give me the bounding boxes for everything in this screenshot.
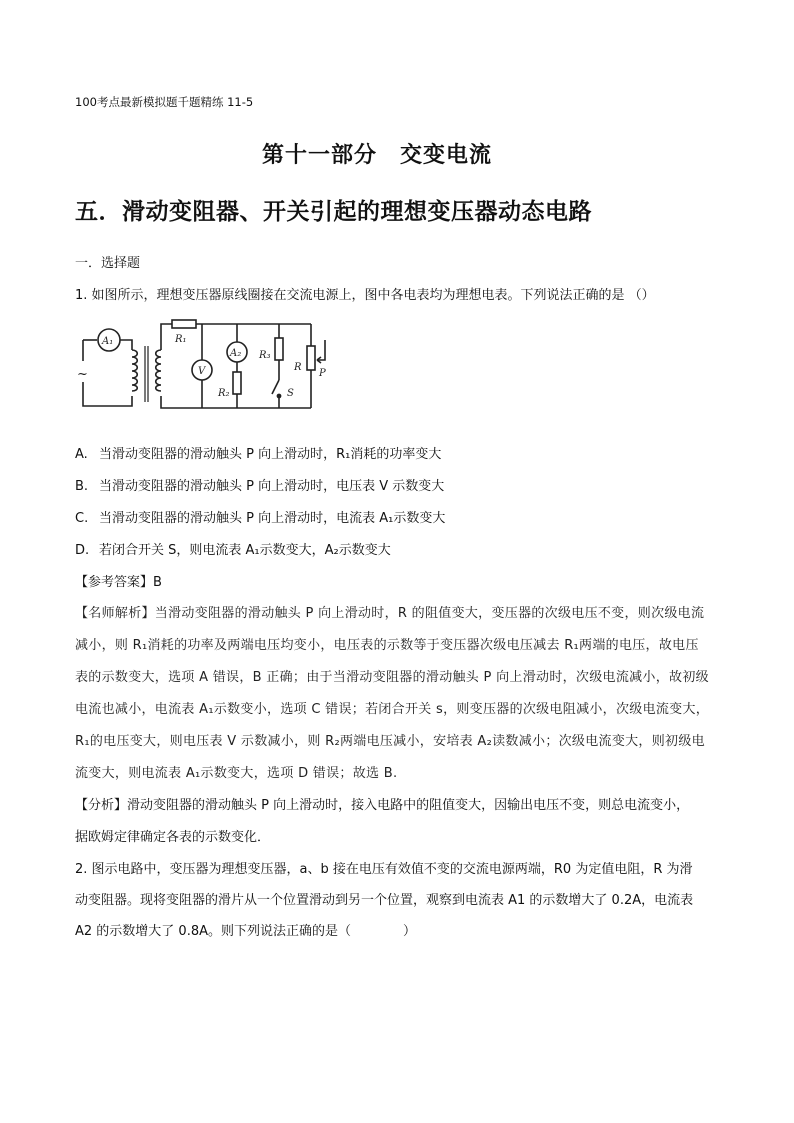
analysis-line: 【分析】滑动变阻器的滑动触头 P 向上滑动时，接入电路中的阻值变大，因输出电压不变，则总电流变小， — [75, 798, 690, 813]
option-text: 当滑动变阻器的滑动触头 P 向上滑动时，R₁消耗的功率变大 — [99, 447, 442, 462]
rheostat-r — [307, 346, 315, 370]
switch-s-label: S — [287, 388, 294, 399]
question-1-stem: 1. 如图所示，理想变压器原线圈接在交流电源上，图中各电表均为理想电表。下列说法正确的是 （） — [75, 288, 655, 303]
option-letter: D. — [75, 543, 90, 558]
circuit-diagram — [75, 316, 335, 421]
part-title: 第十一部分 交变电流 — [262, 142, 493, 168]
resistor-r2-label: R₂ — [218, 388, 230, 399]
question-2-line: 2. 图示电路中，变压器为理想变压器，a、b 接在电压有效值不变的交流电源两端，R0 为定值电阻，R 为滑 — [75, 862, 693, 877]
voltmeter-v-label: V — [198, 366, 206, 377]
primary-coil — [132, 350, 137, 391]
analysis-line: 据欧姆定律确定各表的示数变化． — [75, 830, 271, 845]
ac-source-symbol: ~ — [77, 367, 88, 382]
option-text: 当滑动变阻器的滑动触头 P 向上滑动时，电流表 A₁示数变大 — [99, 511, 446, 526]
resistor-r3 — [275, 338, 283, 360]
section-label: 一．选择题 — [75, 256, 141, 271]
switch-s — [272, 380, 279, 394]
option-letter: B. — [75, 479, 89, 494]
question-2-line: A2 的示数增大了 0.8A。则下列说法正确的是（ ） — [75, 924, 416, 939]
ammeter-a1-label: A₁ — [102, 336, 114, 347]
resistor-r1 — [172, 320, 196, 328]
explanation-line: R₁的电压变大，则电压表 V 示数减小，则 R₂两端电压减小，安培表 A₂读数减小；次级电流变大，则初级电 — [75, 734, 705, 749]
option-c — [75, 507, 445, 526]
rheostat-r-label: R — [294, 362, 302, 373]
ammeter-a2-label: A₂ — [230, 348, 242, 359]
explanation-line: 电流也减小，电流表 A₁示数变小，选项 C 错误；若闭合开关 s，则变压器的次级电阻减小，次级电流变大， — [75, 702, 710, 717]
option-text: 当滑动变阻器的滑动触头 P 向上滑动时，电压表 V 示数变大 — [99, 479, 445, 494]
explanation-line: 【名师解析】当滑动变阻器的滑动触头 P 向上滑动时，R 的阻值变大，变压器的次级电压不变，则次级电流 — [75, 606, 705, 621]
explanation-line: 流变大，则电流表 A₁示数变大，选项 D 错误；故选 B. — [75, 766, 398, 781]
option-d — [75, 539, 391, 558]
resistor-r2 — [233, 372, 241, 394]
slider-p-label: P — [319, 368, 326, 379]
reference-answer: 【参考答案】B — [75, 575, 162, 590]
explanation-line: 减小，则 R₁消耗的功率及两端电压均变小，电压表的示数等于变压器次级电压减去 R₁两端的电压，故电压 — [75, 638, 699, 653]
resistor-r3-label: R₃ — [259, 350, 271, 361]
explanation-line: 表的示数变大，选项 A 错误，B 正确；由于当滑动变阻器的滑动触头 P 向上滑动时，次级电流减小，故初级 — [75, 670, 709, 685]
question-2-line: 动变阻器。现将变阻器的滑片从一个位置滑动到另一个位置，观察到电流表 A1 的示数增大了 0.2A，电流表 — [75, 893, 694, 908]
option-text: 若闭合开关 S，则电流表 A₁示数变大，A₂示数变大 — [99, 543, 391, 558]
secondary-coil — [156, 350, 161, 391]
option-letter: C. — [75, 511, 89, 526]
resistor-r1-label: R₁ — [175, 334, 187, 345]
option-letter: A. — [75, 447, 88, 462]
option-a — [75, 443, 441, 462]
option-b — [75, 475, 444, 494]
source-line: 100考点最新模拟题千题精练 11-5 — [75, 95, 254, 109]
transformer-core — [145, 346, 148, 402]
section-title: 五．滑动变阻器、开关引起的理想变压器动态电路 — [75, 198, 592, 225]
